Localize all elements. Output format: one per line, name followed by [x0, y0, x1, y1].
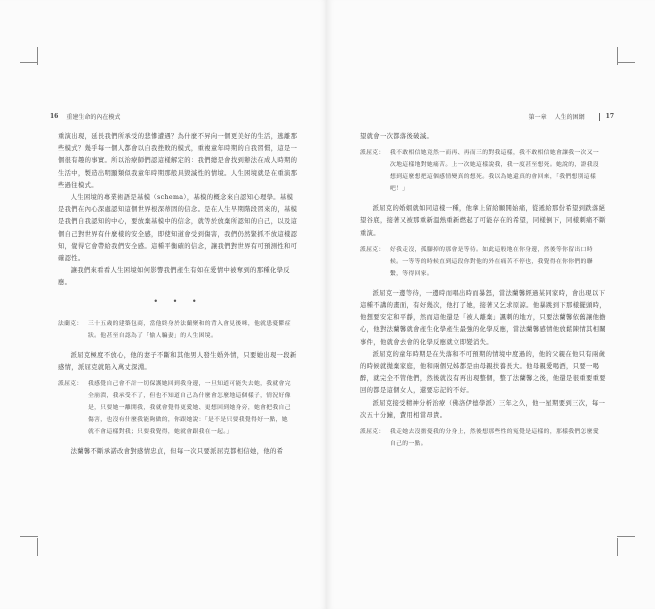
chapter-label: 第一章 — [528, 114, 547, 121]
speaker-label: 派屈克： — [58, 381, 83, 388]
excerpt-text: 我不敢相信她竟然一而再、再而三的對我這樣，我不敢相信她會讓我一次又一次地這樣地對她痛苦。上一次她這樣說我，我一度甚至想死。她說的，證我沒想到這麼想把這個感情變真的想死。我以為她還真的會回來，「我們想別這樣吧！」 — [390, 150, 599, 193]
crop-mark — [20, 536, 38, 537]
running-title: 重建生命的內在模式 — [66, 114, 121, 121]
crop-mark — [37, 538, 38, 556]
crop-mark — [20, 62, 38, 63]
left-body — [58, 131, 298, 458]
crop-mark — [37, 47, 38, 65]
header-rule — [599, 113, 600, 121]
crop-mark — [617, 538, 618, 556]
case-excerpt — [58, 318, 298, 342]
paragraph: 派屈克的婚姻就如同這樣一種，他拿上留給願開始痛，從遞給那份希望到跌落絕望谷底，接著又被那重新溫熱重新燃起了可能存在的希望，同樣倒下，同樣刺痛不斷重演。 — [360, 205, 606, 237]
case-excerpt — [58, 378, 298, 438]
right-page — [327, 0, 655, 609]
paragraph: 讓我們來看看人生困境如何影響我們產生有如在愛情中被奪到的那種化學反應。 — [58, 267, 290, 287]
excerpt-text: 我走她去沒擔憂我的分身上，然後想那些性的冤覺是這樣的，那樣我們怎麼愛自己的一點。 — [390, 429, 599, 448]
paragraph: 重演出現，延長我們所承受的悲慘遭遇？為什麼不昇向一個更美好的生活，逃離那些模式？幾乎每一個人都會以自我挫敗的模式，重複童年時期的自我習慣，這是一個很有趣的事實。所以治療師們認這樣解定的：我們總是會找到辦法在成人時期的生活中，製造出明顯類似我童年時期那般具毀滅性的情境。人生困境就是在重演那些過往模式。 — [58, 133, 298, 189]
excerpt-text: 好我走沒，孤腳掉的那會是等待。如此這般地在你身邊，然後等你留出口時候。一等等的時候直到這段你對他的外在痛苦不停也，我覺得在你你們的聯繫，等得回家。 — [390, 246, 593, 277]
speaker-label: 派屈克： — [360, 150, 385, 157]
paragraph: 派屈克接受精神分析治療（佛洛伊德學派）三年之久，他一星期要到三次，每一次五十分鐘，費用相當昂貴。 — [360, 399, 606, 419]
speaker-label: 派屈克： — [360, 246, 385, 253]
chapter-title: 人生的困網 — [554, 114, 585, 121]
running-header — [529, 112, 614, 121]
paragraph: 人生困境的專業術語是基模（schema），基模的概念來自認知心理學。基模是我們在內心深處認知這個世界根深蒂固的信念。是在人生早期階段習來的，基模是我們自我認知的中心，要放棄基模中的信念，就等於放棄所認知的自己，以及這個自己對世界有什麼樣的安全感，即使知道會受到傷害，我們仍然緊抓不放這樣認知，覺得它會帶給我們安全感。這種平衡確的信念，讓我們對世界有可預測性和可確認性。 — [58, 194, 298, 263]
paragraph: 派屈克極度不放心，他的妻子不斷和其他男人發生婚外情，只要她出現一段新感情，派屈克就陷入萬丈深淵。 — [58, 351, 297, 372]
running-header — [50, 112, 128, 121]
excerpt-text: 三十五歲的建築包商，當他終身於法蘭聚和的背入會見後咪，他就患憂鬱症狀。他甚至自認為了「愉人騙妻」的人生困境。 — [88, 320, 291, 339]
case-excerpt — [360, 426, 608, 450]
page-number: 17 — [605, 113, 614, 120]
right-body — [360, 131, 608, 458]
speaker-label: 派屈克： — [360, 429, 385, 436]
case-excerpt — [360, 147, 608, 195]
excerpt-text: 我感覺自己會不計一切保護她回到我身邊，一旦知道可能失去她，我就會完全崩潰，我承受不了，但也不知道自己為什麼會怎麼地這個樣子，情況好像是，只要她一離開我，我就會覺得更愛她、更想回到她身旁，她會把我自己傷害，也沒有什麼我能夠做的，你跟她說：「是不是只要我覺得好一點，她就不會這樣對我；只要我覺得，她就會跟我在一起。」 — [88, 381, 291, 436]
page-number: 16 — [50, 113, 59, 120]
crop-mark — [617, 536, 635, 537]
left-page — [0, 0, 327, 609]
paragraph: 望就會一次都落後破滅。 — [360, 133, 434, 140]
paragraph: 派屈克一邊等待，一邊時而唱出時而暴怒，當法蘭馨經過某同家時，會出現以下這種不講的畫面，有好幾次，他打了她，接著又乞求原諒。他暴跳到下那樣擺頭時，他想要安定和平靜，然而這他還是「被人離棄」諷刺的地方，只要法蘭馨依舊讓他擔心，他對法蘭馨就會產生化學產生最強的化學反應，當法蘭馨感情他放鬆陳情其相關事件，他就會去會的化學反應就立即變消失。 — [360, 289, 606, 346]
speaker-label: 法蘭克： — [58, 320, 83, 327]
crop-mark — [617, 62, 635, 63]
section-divider: • • • — [153, 296, 203, 306]
paragraph: 法蘭馨不斷承諾改會對感情忠貞，但每一次只要派屈克都相信她，他的希 — [70, 448, 284, 456]
paragraph: 派屈克的童年時期是在失落和不可預期的情境中度過的，他的父親在他只有兩歲的時候就拋棄家庭，他和兩個兄姊都是由母親扶養長大。他母親愛喝酒，只要一喝醉，就完全不管他們，然後就沒有再出現整個，整了法蘭馨之後，他還是很重要重要回的都是這個女人，還要忘記的不好。 — [360, 350, 606, 395]
case-excerpt — [360, 244, 608, 280]
crop-mark — [617, 47, 618, 65]
